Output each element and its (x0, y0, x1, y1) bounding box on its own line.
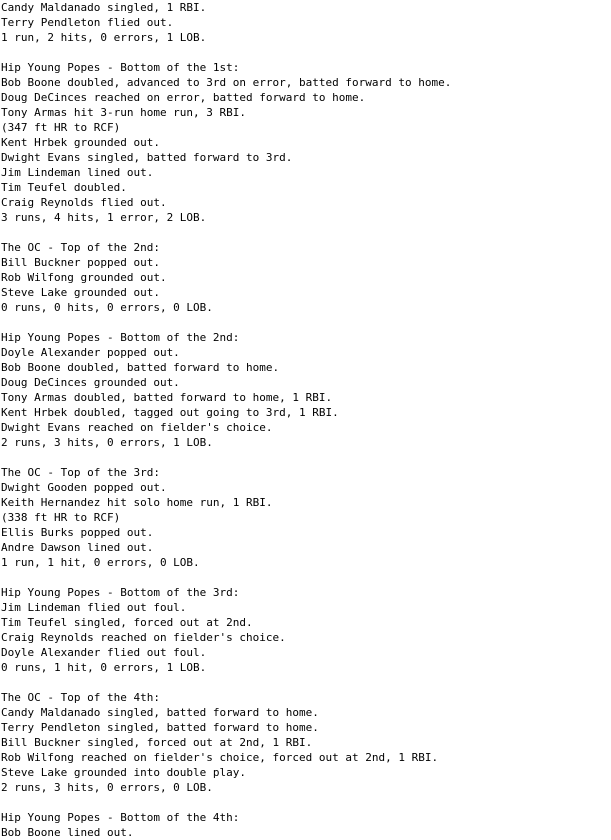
play-line: Ellis Burks popped out. (1, 526, 154, 539)
play-line: Doyle Alexander flied out foul. (1, 646, 207, 659)
play-line: Doug DeCinces reached on error, batted forward to home. (1, 91, 366, 104)
play-line: Jim Lindeman flied out foul. (1, 601, 187, 614)
play-line: Tony Armas hit 3-run home run, 3 RBI. (1, 106, 247, 119)
play-line: Terry Pendleton flied out. (1, 16, 174, 29)
play-line: Bob Boone doubled, batted forward to home. (1, 361, 280, 374)
play-line: Dwight Evans singled, batted forward to 3rd. (1, 151, 293, 164)
play-line: Doyle Alexander popped out. (1, 346, 180, 359)
play-line: Rob Wilfong grounded out. (1, 271, 167, 284)
play-line: Kent Hrbek grounded out. (1, 136, 160, 149)
play-line: Candy Maldanado singled, batted forward to home. (1, 706, 319, 719)
play-line: Steve Lake grounded into double play. (1, 766, 247, 779)
play-line: Bob Boone lined out. (1, 826, 134, 839)
inning-summary: 1 run, 2 hits, 0 errors, 1 LOB. (1, 31, 207, 44)
half-inning-header: Hip Young Popes - Bottom of the 3rd: (1, 586, 240, 599)
half-inning-header: Hip Young Popes - Bottom of the 4th: (1, 811, 240, 824)
half-inning-header: The OC - Top of the 2nd: (1, 241, 160, 254)
play-line: Jim Lindeman lined out. (1, 166, 154, 179)
inning-summary: 2 runs, 3 hits, 0 errors, 0 LOB. (1, 781, 213, 794)
play-line: Candy Maldanado singled, 1 RBI. (1, 1, 207, 14)
play-line: Andre Dawson lined out. (1, 541, 154, 554)
blank-line (1, 45, 609, 60)
play-line: Doug DeCinces grounded out. (1, 376, 180, 389)
play-line: Craig Reynolds flied out. (1, 196, 167, 209)
play-note: (347 ft HR to RCF) (1, 121, 121, 134)
blank-line (1, 675, 609, 690)
play-line: Bill Buckner popped out. (1, 256, 160, 269)
play-line: Kent Hrbek doubled, tagged out going to 3rd, 1 RBI. (1, 406, 339, 419)
blank-line (1, 315, 609, 330)
play-line: Steve Lake grounded out. (1, 286, 160, 299)
play-line: Bob Boone doubled, advanced to 3rd on error, batted forward to home. (1, 76, 452, 89)
play-line: Tim Teufel doubled. (1, 181, 127, 194)
play-line: Keith Hernandez hit solo home run, 1 RBI. (1, 496, 273, 509)
play-line: Tony Armas doubled, batted forward to home, 1 RBI. (1, 391, 333, 404)
half-inning-header: The OC - Top of the 4th: (1, 691, 160, 704)
blank-line (1, 450, 609, 465)
half-inning-header: Hip Young Popes - Bottom of the 2nd: (1, 331, 240, 344)
inning-summary: 2 runs, 3 hits, 0 errors, 1 LOB. (1, 436, 213, 449)
play-line: Dwight Evans reached on fielder's choice. (1, 421, 273, 434)
blank-line (1, 795, 609, 810)
inning-summary: 3 runs, 4 hits, 1 error, 2 LOB. (1, 211, 207, 224)
play-line: Rob Wilfong reached on fielder's choice, forced out at 2nd, 1 RBI. (1, 751, 439, 764)
game-log (1, 0, 609, 840)
play-line: Bill Buckner singled, forced out at 2nd, 1 RBI. (1, 736, 313, 749)
inning-summary: 1 run, 1 hit, 0 errors, 0 LOB. (1, 556, 200, 569)
play-line: Tim Teufel singled, forced out at 2nd. (1, 616, 253, 629)
play-line: Terry Pendleton singled, batted forward to home. (1, 721, 319, 734)
half-inning-header: Hip Young Popes - Bottom of the 1st: (1, 61, 240, 74)
inning-summary: 0 runs, 1 hit, 0 errors, 1 LOB. (1, 661, 207, 674)
blank-line (1, 225, 609, 240)
blank-line (1, 570, 609, 585)
half-inning-header: The OC - Top of the 3rd: (1, 466, 160, 479)
play-line: Dwight Gooden popped out. (1, 481, 167, 494)
play-line: Craig Reynolds reached on fielder's choice. (1, 631, 286, 644)
play-note: (338 ft HR to RCF) (1, 511, 121, 524)
inning-summary: 0 runs, 0 hits, 0 errors, 0 LOB. (1, 301, 213, 314)
